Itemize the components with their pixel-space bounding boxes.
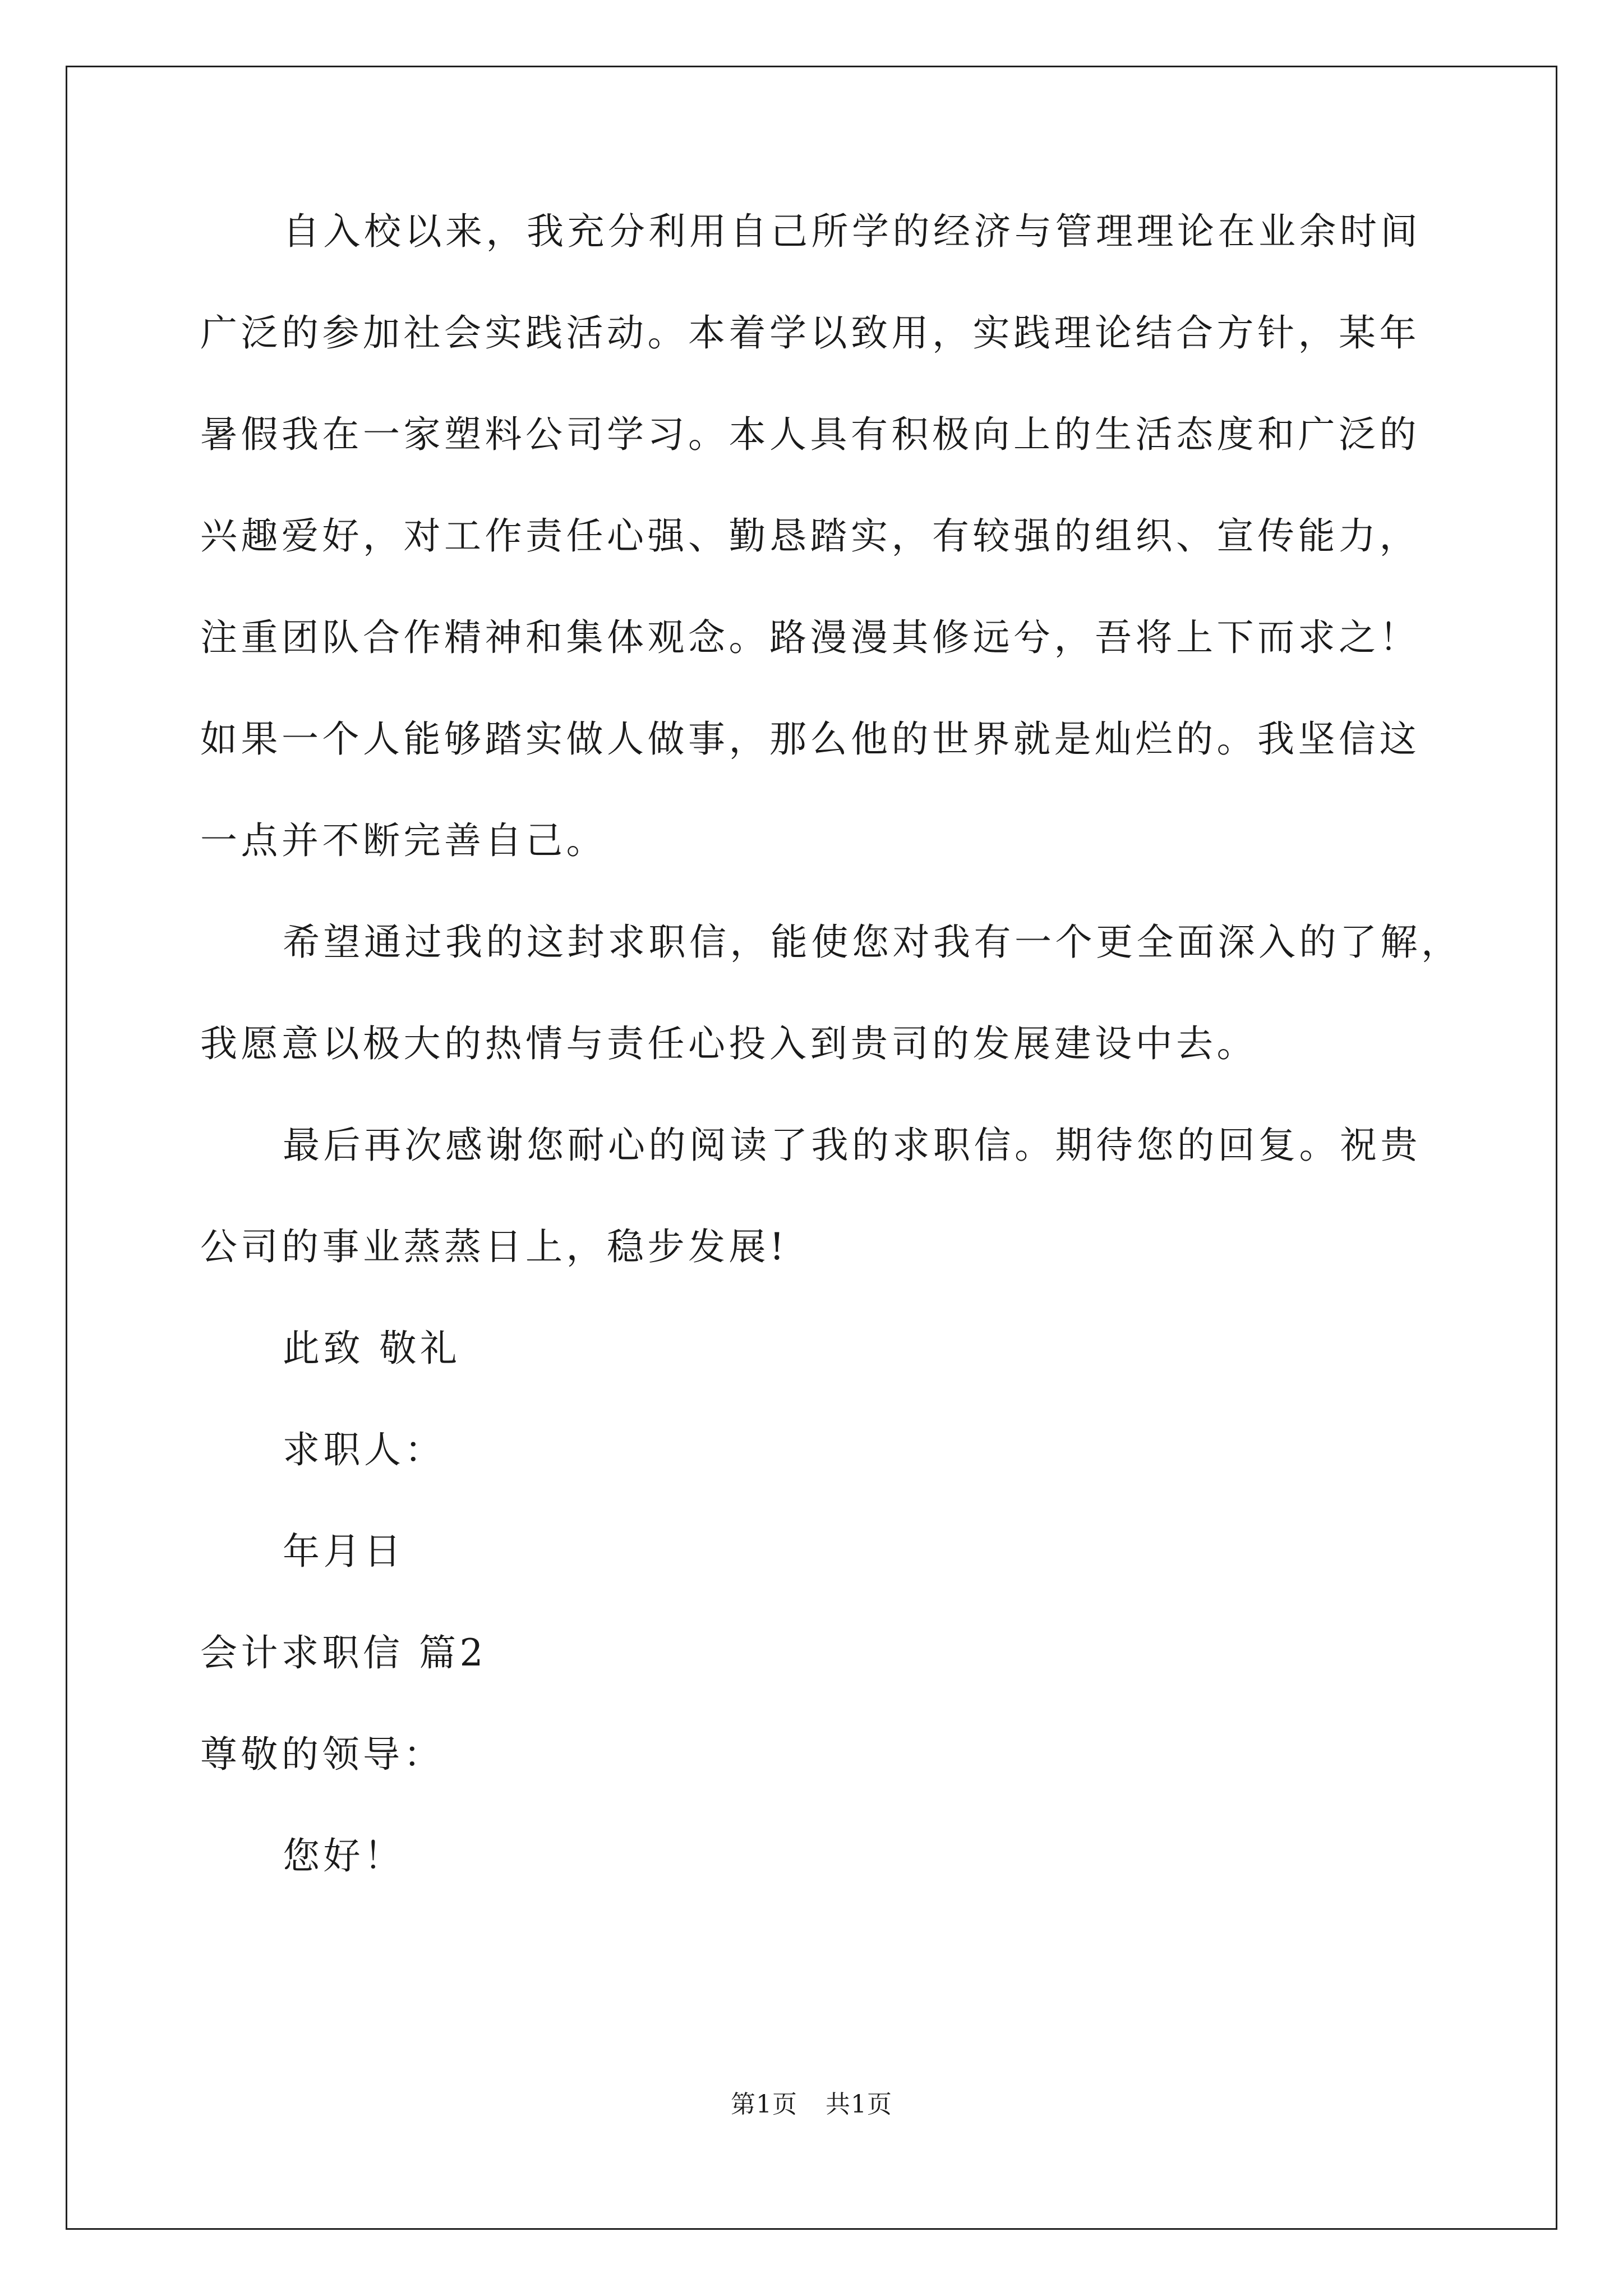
page-total: 共1页 bbox=[826, 2090, 892, 2119]
greeting: 您好！ bbox=[283, 1834, 405, 1878]
text-line: 一点并不断完善自己。 bbox=[200, 819, 607, 862]
text-line: 注重团队合作精神和集体观念。路漫漫其修远兮，吾将上下而求之！ bbox=[200, 616, 1420, 659]
closing-salutation: 此致 敬礼 bbox=[283, 1327, 461, 1370]
text-line: 最后再次感谢您耐心的阅读了我的求职信。期待您的回复。祝贵 bbox=[283, 1124, 1421, 1167]
text-line: 公司的事业蒸蒸日上，稳步发展! bbox=[200, 1225, 789, 1268]
text-line: 我愿意以极大的热情与责任心投入到贵司的发展建设中去。 bbox=[200, 1022, 1257, 1065]
text-line: 自入校以来，我充分利用自己所学的经济与管理理论在业余时间 bbox=[283, 210, 1421, 253]
section-heading: 会计求职信 篇2 bbox=[200, 1631, 487, 1674]
applicant-label: 求职人： bbox=[283, 1428, 445, 1471]
text-line: 兴趣爱好，对工作责任心强、勤恳踏实，有较强的组织、宣传能力， bbox=[200, 514, 1420, 558]
text-line: 如果一个人能够踏实做人做事，那么他的世界就是灿烂的。我坚信这 bbox=[200, 717, 1420, 761]
document-body bbox=[200, 210, 1462, 1939]
greeting-addressee: 尊敬的领导： bbox=[200, 1733, 444, 1776]
date-label: 年月日 bbox=[283, 1530, 405, 1573]
text-line: 暑假我在一家塑料公司学习。本人具有积极向上的生活态度和广泛的 bbox=[200, 413, 1420, 456]
text-line: 希望通过我的这封求职信，能使您对我有一个更全面深入的了解， bbox=[283, 921, 1462, 964]
text-line: 广泛的参加社会实践活动。本着学以致用，实践理论结合方针，某年 bbox=[200, 311, 1420, 355]
page-number: 第1页 bbox=[731, 2090, 797, 2119]
page-footer bbox=[0, 2092, 1623, 2117]
